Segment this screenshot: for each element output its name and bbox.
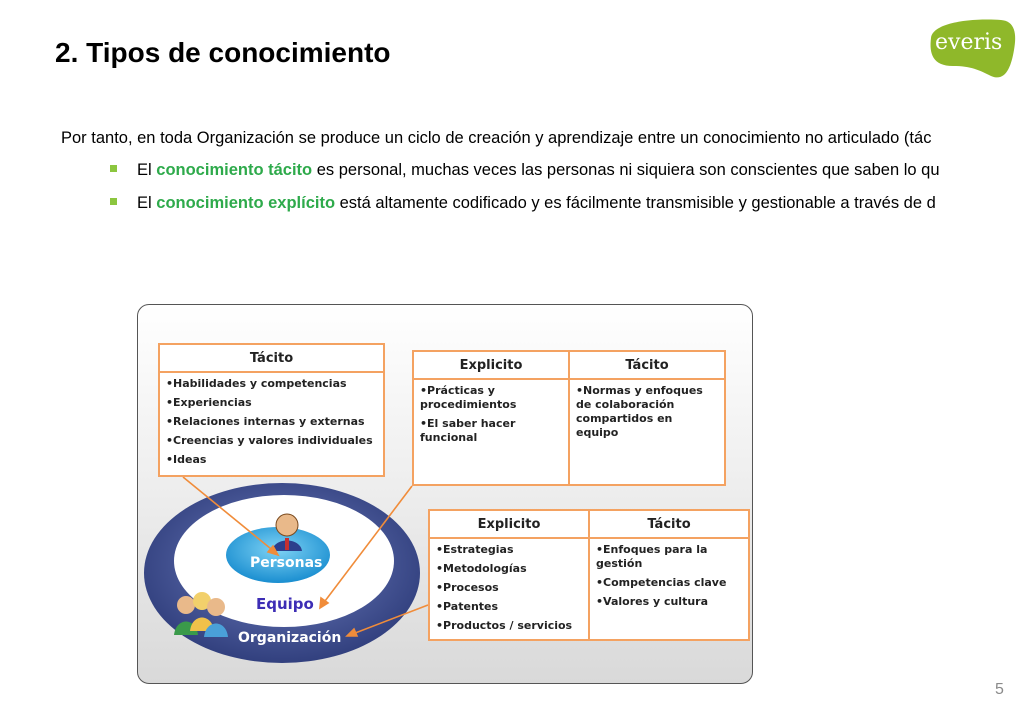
everis-logo	[923, 16, 1017, 82]
label-personas: Personas	[250, 555, 323, 571]
label-organizacion: Organización	[238, 630, 342, 646]
bullet-tacito: El conocimiento tácito es personal, muchas veces las personas ni siquiera son conscientes que saben lo qu	[110, 161, 1024, 180]
table-equipo: Explicito Tácito •Prácticas y procedimientos •El saber hacer funcional •Normas y enfoques de colaboración compartidos en equipo	[412, 350, 726, 486]
highlight-tacito: conocimiento tácito	[156, 161, 313, 179]
bullet-explicito: El conocimiento explícito está altamente codificado y es fácilmente transmisible y gestionable a través de d	[110, 194, 1024, 213]
slide-title: 2. Tipos de conocimiento	[55, 37, 391, 68]
highlight-explicito: conocimiento explícito	[156, 194, 336, 212]
page-number: 5	[995, 681, 1004, 698]
intro-text: Por tanto, en toda Organización se produce un ciclo de creación y aprendizaje entre un conocimiento no articulado (tác	[61, 129, 932, 147]
knowledge-diagram	[137, 304, 753, 684]
label-equipo: Equipo	[256, 595, 314, 613]
logo-text: everis	[935, 30, 1003, 55]
table-organizacion: Explicito Tácito •Estrategias •Metodologías •Procesos •Patentes •Productos / servicios •Enfoques para la gestión •Competencias clave •Valores y cultura	[428, 509, 750, 641]
table-personas: Tácito •Habilidades y competencias •Experiencias •Relaciones internas y externas •Creencias y valores individuales •Ideas	[158, 343, 385, 477]
bullet-square-icon	[110, 198, 117, 205]
bullet-square-icon	[110, 165, 117, 172]
